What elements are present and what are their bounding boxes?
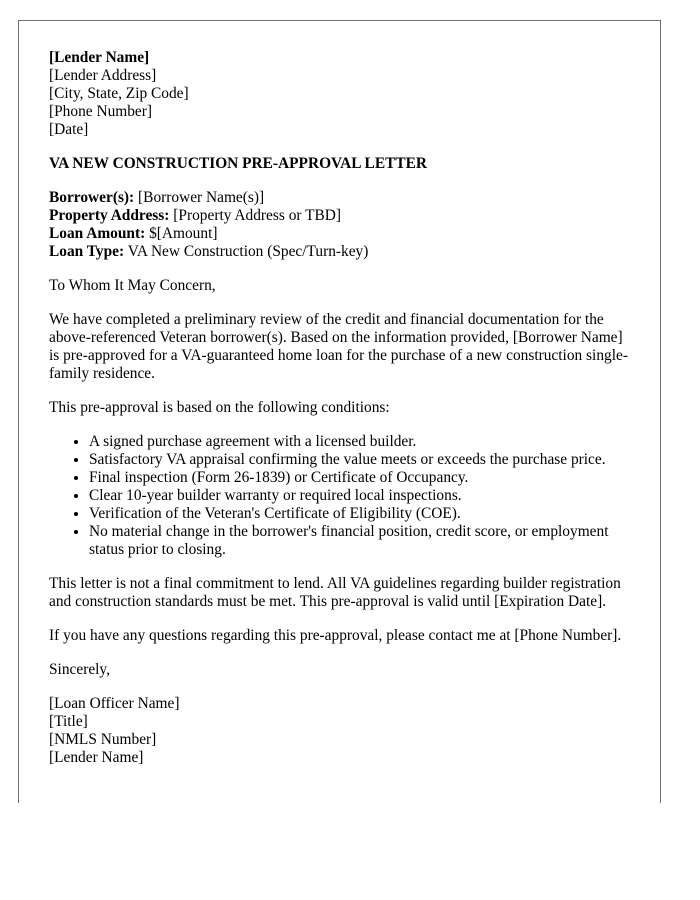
borrower-value: [Borrower Name(s)] — [138, 189, 265, 206]
property-row — [49, 207, 634, 225]
letter-title: VA NEW CONSTRUCTION PRE-APPROVAL LETTER — [49, 155, 427, 172]
conditions-list — [49, 433, 634, 559]
closing: Sincerely, — [49, 661, 110, 678]
signature-officer-name: [Loan Officer Name] — [49, 695, 180, 712]
condition-item: • A signed purchase agreement with a licensed builder. — [89, 433, 634, 451]
sender-lender-name: [Lender Name] — [49, 49, 150, 66]
borrower-label: Borrower(s): — [49, 189, 135, 206]
condition-item: • Verification of the Veteran's Certificate of Eligibility (COE). — [89, 505, 634, 523]
condition-item: • Final inspection (Form 26-1839) or Certificate of Occupancy. — [89, 469, 634, 487]
condition-item: • Clear 10-year builder warranty or required local inspections. — [89, 487, 634, 505]
amount-label: Loan Amount: — [49, 225, 146, 242]
amount-row — [49, 225, 634, 243]
sender-city-state-zip: [City, State, Zip Code] — [49, 85, 189, 102]
borrower-row — [49, 189, 634, 207]
amount-value: $[Amount] — [149, 225, 218, 242]
loan-type-row — [49, 243, 634, 261]
signature-lender-name: [Lender Name] — [49, 749, 144, 766]
loan-type-value: VA New Construction (Spec/Turn-key) — [127, 243, 369, 260]
intro-paragraph: We have completed a preliminary review of the credit and financial documentation for the above-referenced Veteran borrower(s). Based on the information provided, [Borrower Name] is pre-approved for a VA-guaranteed home loan for the purchase of a new construction single-family residence. — [49, 311, 628, 382]
signature-title: [Title] — [49, 713, 88, 730]
conditions-intro: This pre-approval is based on the following conditions: — [49, 399, 390, 416]
letter-date: [Date] — [49, 121, 89, 138]
condition-item: • Satisfactory VA appraisal confirming the value meets or exceeds the purchase price. — [89, 451, 634, 469]
loan-type-label: Loan Type: — [49, 243, 125, 260]
signature-nmls: [NMLS Number] — [49, 731, 157, 748]
property-value: [Property Address or TBD] — [173, 207, 341, 224]
condition-item: • No material change in the borrower's financial position, credit score, or employment status prior to closing. — [89, 523, 634, 559]
letter-page — [18, 20, 661, 803]
property-label: Property Address: — [49, 207, 170, 224]
loan-details — [49, 189, 634, 261]
signature-block — [49, 695, 634, 767]
letter-body — [49, 49, 634, 767]
sender-phone: [Phone Number] — [49, 103, 153, 120]
sender-lender-address: [Lender Address] — [49, 67, 157, 84]
salutation: To Whom It May Concern, — [49, 277, 216, 294]
sender-block — [49, 49, 634, 139]
disclaimer-paragraph: This letter is not a final commitment to lend. All VA guidelines regarding builder registration and construction standards must be met. This pre-approval is valid until [Expiration Date]. — [49, 575, 621, 610]
contact-paragraph: If you have any questions regarding this pre-approval, please contact me at [Phone Number]. — [49, 627, 622, 644]
